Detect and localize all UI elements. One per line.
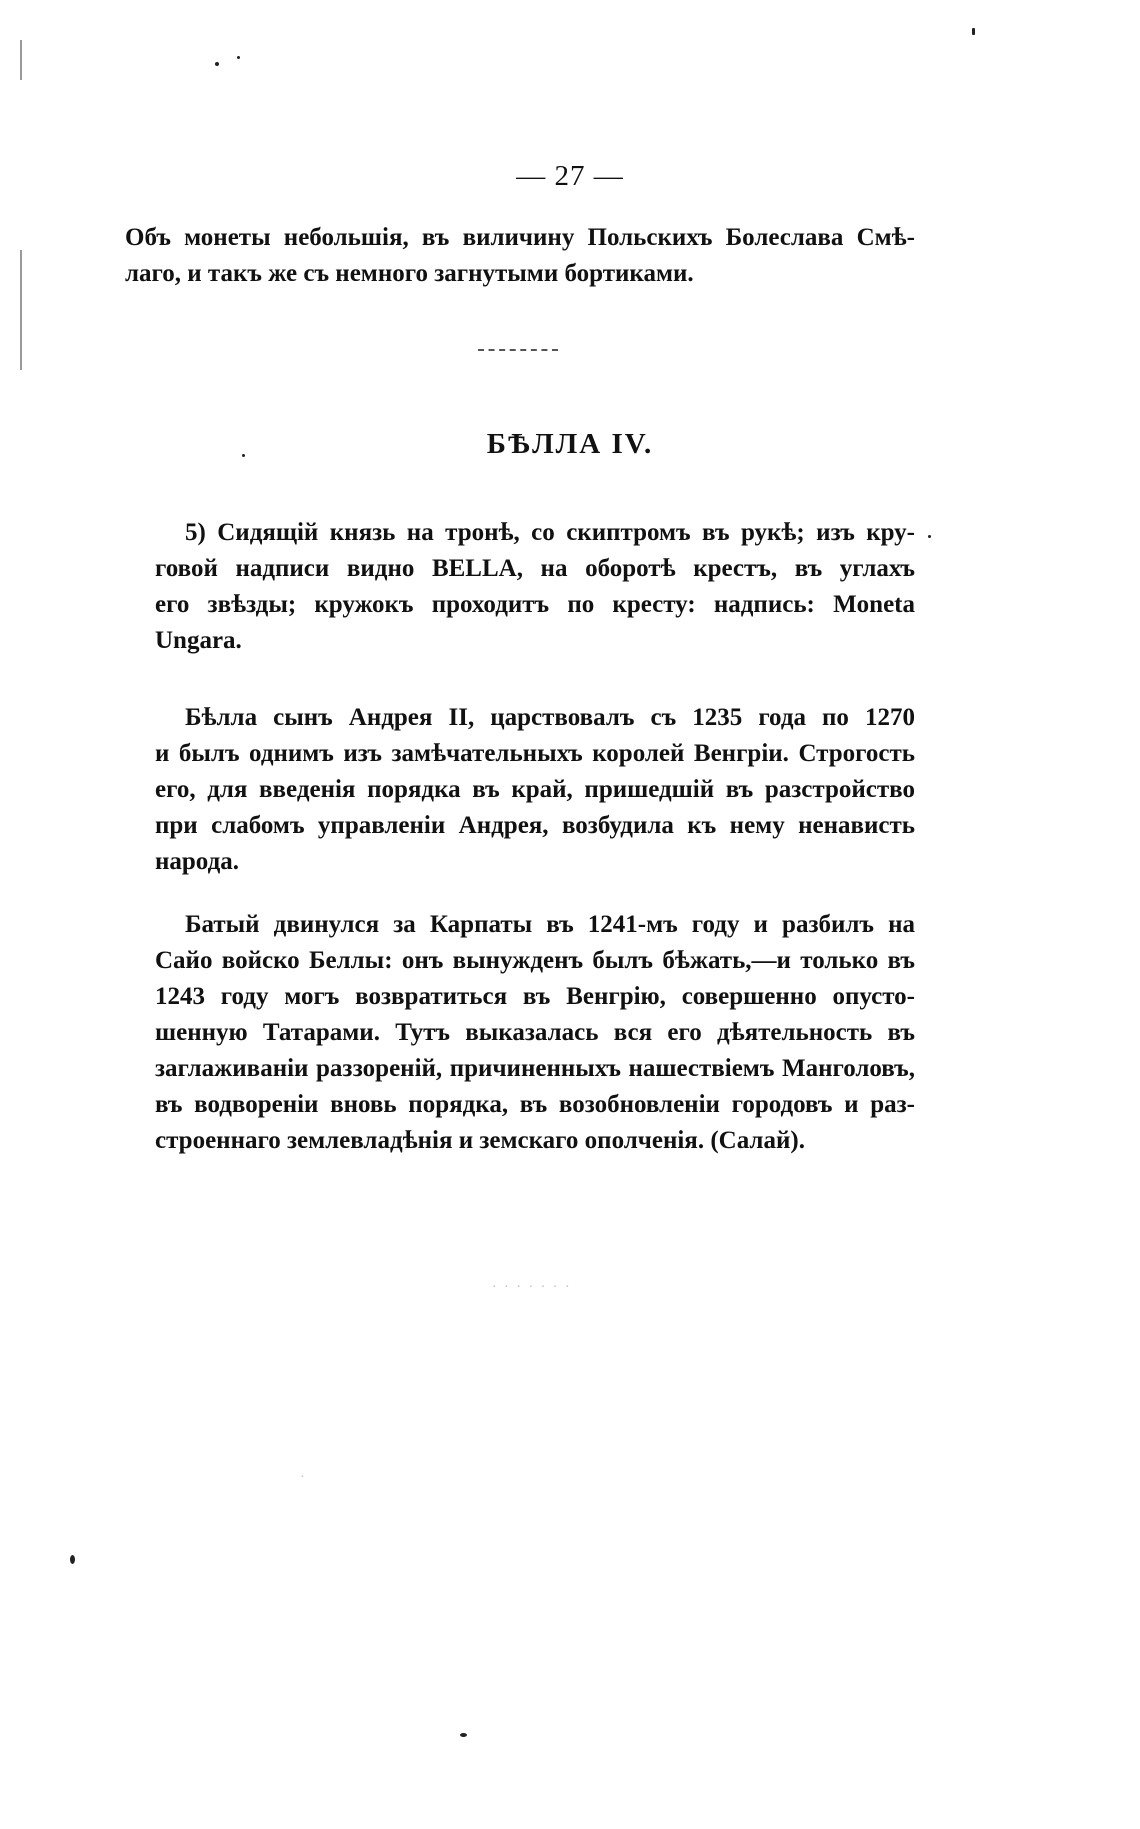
- text-line: его, для введенія порядка въ край, пришедшій въ разстройство: [155, 776, 915, 803]
- left-edge-line: [20, 40, 22, 80]
- scan-speck: [215, 62, 219, 66]
- faint-smudge: · · · · · · ·: [492, 1280, 572, 1295]
- text-line: 5) Сидящій князь на тронѣ, со скиптромъ въ рукѣ; изъ кру-: [185, 519, 915, 546]
- biography-paragraph: [125, 700, 915, 880]
- text-line: въ водвореніи вновь порядка, въ возобновленіи городовъ и раз-: [155, 1091, 915, 1118]
- scan-speck: [460, 1733, 467, 1737]
- scan-speck: [237, 56, 240, 59]
- text-line: строеннаго землевладѣнія и земскаго ополченія. (Салай).: [155, 1127, 805, 1154]
- text-line: народа.: [155, 848, 239, 875]
- coin-description-paragraph: [125, 515, 915, 659]
- section-heading: БѢЛЛА IV.: [486, 428, 654, 460]
- text-line: при слабомъ управленіи Андрея, возбудила къ нему ненависть: [155, 812, 915, 839]
- scan-speck: [928, 535, 931, 538]
- text-line: Батый двинулся за Карпаты въ 1241-мъ году и разбилъ на: [185, 911, 915, 938]
- text-line: его звѣзды; кружокъ проходитъ по кресту: надпись: Moneta: [155, 591, 915, 618]
- text-line: говой надписи видно BELLA, на оборотѣ крестъ, въ углахъ: [155, 555, 915, 582]
- scan-speck: [70, 1555, 75, 1564]
- history-paragraph: [125, 907, 915, 1159]
- text-line: и былъ однимъ изъ замѣчательныхъ королей Венгріи. Строгость: [155, 740, 915, 767]
- faint-smudge: ·: [300, 1470, 307, 1485]
- text-line: шенную Татарами. Тутъ выказалась вся его дѣятельность въ: [155, 1019, 915, 1046]
- text-line: Сайо войско Беллы: онъ вынужденъ былъ бѣжать,—и только въ: [155, 947, 915, 974]
- text-line: заглаживаніи раззореній, причиненныхъ нашествіемъ Манголовъ,: [155, 1055, 915, 1082]
- text-line: Объ монеты небольшія, въ виличину Польскихъ Болеслава Смѣ-: [125, 224, 915, 251]
- text-line: 1243 году могъ возвратиться въ Венгрію, совершенно опусто-: [155, 983, 915, 1010]
- text-line: лаго, и такъ же съ немного загнутыми бортиками.: [125, 260, 694, 287]
- intro-paragraph: [125, 220, 915, 292]
- text-line: Ungara.: [155, 627, 242, 654]
- page-number: — 27 —: [516, 160, 624, 192]
- text-line: Бѣлла сынъ Андрея II, царствовалъ съ 1235 года по 1270: [185, 704, 915, 731]
- left-edge-line: [20, 250, 22, 370]
- section-divider: [478, 349, 558, 351]
- scan-speck: [972, 28, 975, 35]
